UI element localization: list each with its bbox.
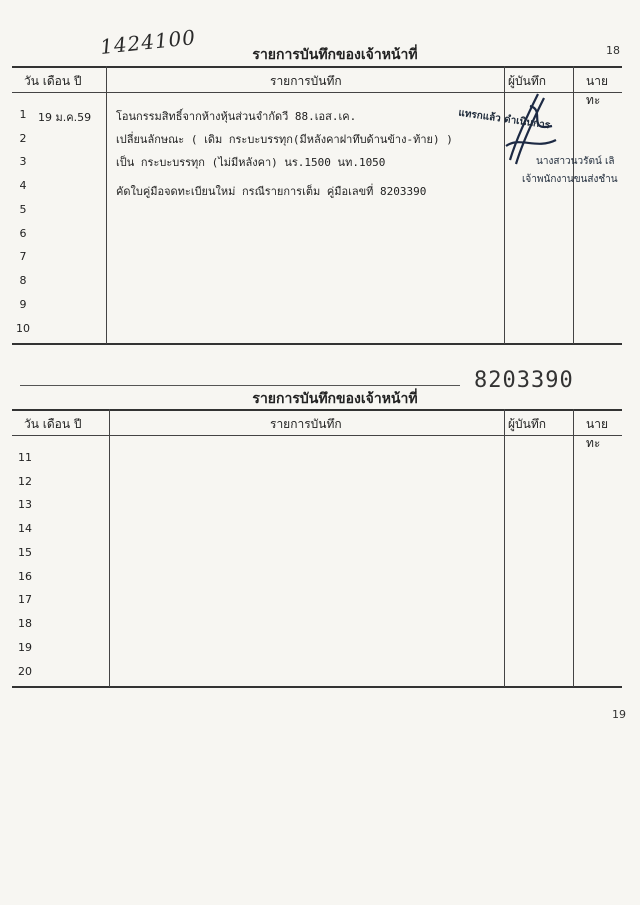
row-number: 13 (18, 498, 32, 511)
col-date: วัน เดือน ปี (24, 74, 82, 88)
signature-position: เจ้าพนักงานขนส่งชำน (522, 174, 618, 185)
strip-number: 8203390 (474, 368, 574, 393)
entry-line-1: โอนกรรมสิทธิ์จากห้างหุ้นส่วนจำกัดวี 88.เอส.เค. (116, 110, 357, 123)
row-number: 18 (18, 617, 32, 630)
row-number: 15 (18, 546, 32, 559)
row-number: 17 (18, 593, 32, 606)
entry-line-4: คัดใบคู่มือจดทะเบียนใหม่ กรณีรายการเต็ม คู่มือเลขที่ 8203390 (116, 185, 427, 198)
row-number: 1 (19, 108, 27, 121)
handwritten-number: 1424100 (99, 25, 198, 59)
page-number-bottom: 19 (612, 708, 626, 721)
row-number: 12 (18, 475, 32, 488)
entry-line-2: เปลี่ยนลักษณะ ( เดิม กระบะบรรทุก(มีหลังคาฝาทึบด้านข้าง-ท้าย) ) (116, 133, 453, 146)
signature-name: นางสาวนวรัตน์ เลิ (536, 156, 615, 167)
col-entry: รายการบันทึก (270, 74, 342, 88)
row-number: 16 (18, 570, 32, 583)
page-number-top: 18 (606, 44, 620, 57)
row-number: 20 (18, 665, 32, 678)
row-number: 5 (19, 203, 27, 216)
row-number: 14 (18, 522, 32, 535)
row-number: 11 (18, 451, 32, 464)
row-number: 7 (19, 250, 27, 263)
section-title-top: รายการบันทึกของเจ้าหน้าที่ (252, 47, 418, 63)
col-registrar: นายทะ (586, 417, 608, 450)
row-number: 6 (19, 227, 27, 240)
col-recorder: ผู้บันทึก (508, 417, 547, 431)
entry-date: 19 ม.ค.59 (38, 111, 92, 124)
section-title-bottom: รายการบันทึกของเจ้าหน้าที่ (252, 391, 418, 407)
col-registrar: นายทะ (586, 74, 608, 107)
row-number: 4 (19, 179, 27, 192)
col-entry: รายการบันทึก (270, 417, 342, 431)
entry-line-3: เป็น กระบะบรรทุก (ไม่มีหลังคา) นร.1500 นท.1050 (116, 156, 386, 169)
col-date: วัน เดือน ปี (24, 417, 82, 431)
row-number: 2 (19, 132, 27, 145)
row-number: 10 (16, 322, 30, 335)
row-number: 9 (19, 298, 27, 311)
row-number: 3 (19, 155, 27, 168)
row-number: 8 (19, 274, 27, 287)
col-recorder: ผู้บันทึก (508, 74, 547, 88)
row-number: 19 (18, 641, 32, 654)
signature-stamp: แทรกแล้ว ดำเนินการ (457, 107, 551, 132)
